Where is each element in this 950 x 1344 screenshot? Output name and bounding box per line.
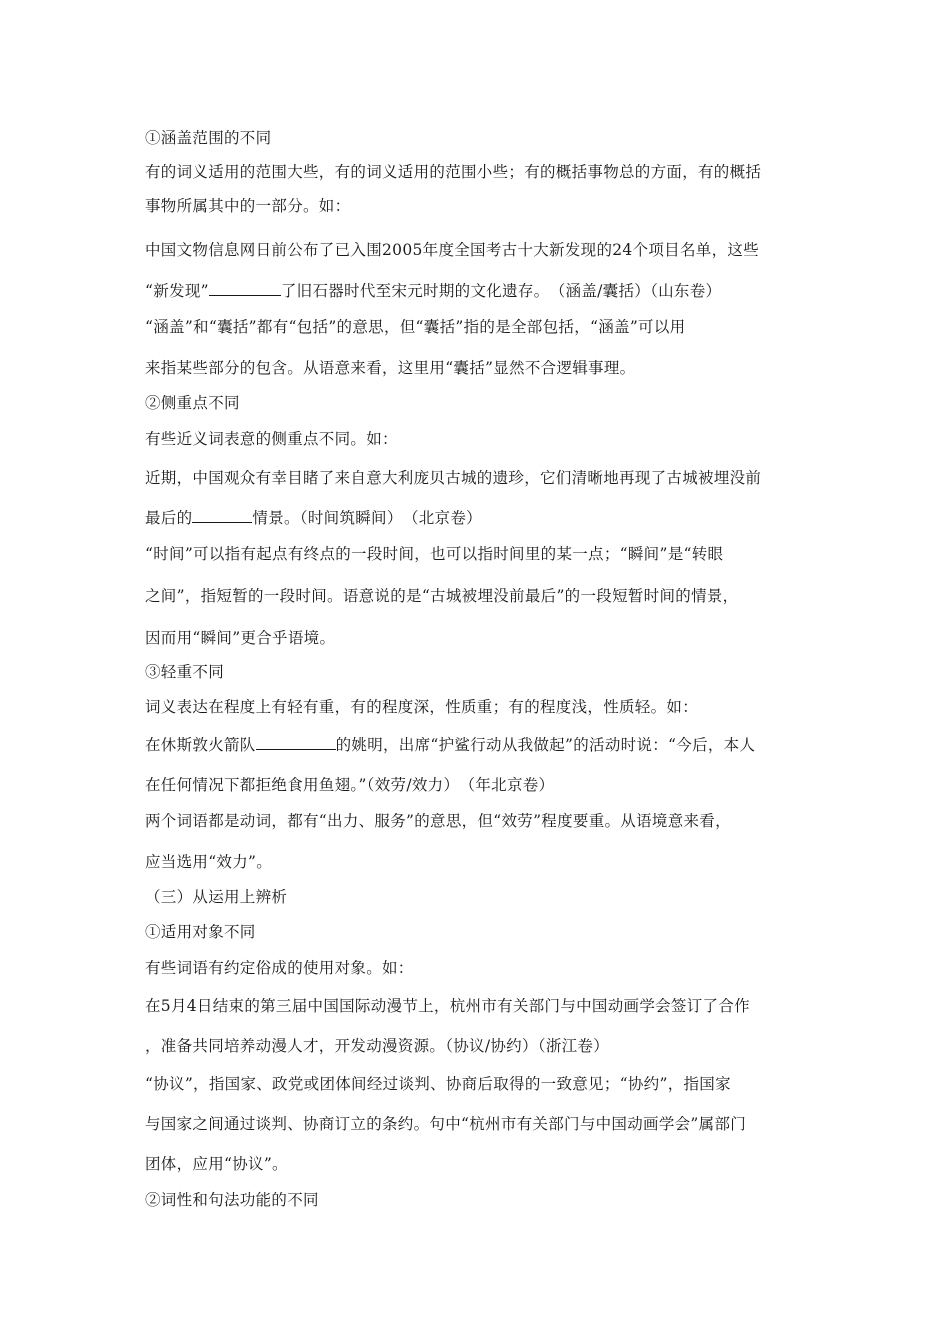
section-heading-usage: （三）从运用上辨析 (145, 888, 288, 906)
example-text: “新发现” (145, 282, 209, 300)
example-line (145, 735, 815, 755)
heading-emphasis-difference: ②侧重点不同 (145, 394, 240, 412)
example-line: 中国文物信息网日前公布了已入围2005年度全国考古十大新发现的24个项目名单，这些 (145, 241, 759, 259)
example-text: 在休斯敦火箭队 (145, 736, 256, 754)
heading-weight-difference: ③轻重不同 (145, 663, 225, 681)
heading-syntax-difference: ②词性和句法功能的不同 (145, 1191, 319, 1209)
explanation-line: 团体，应用“协议”。 (145, 1155, 288, 1173)
fill-blank (209, 281, 281, 296)
explanation-line: “协议”，指国家、政党或团体间经过谈判、协商后取得的一致意见；“协约”，指国家 (145, 1075, 731, 1093)
paragraph-line: 词义表达在程度上有轻有重，有的程度深，性质重；有的程度浅，性质轻。如： (145, 698, 699, 716)
explanation-line: 来指某些部分的包含。从语意来看，这里用“囊括”显然不合逻辑事理。 (145, 359, 636, 377)
explanation-line: “时间”可以指有起点有终点的一段时间，也可以指时间里的某一点；“瞬间”是“转眼 (145, 545, 724, 563)
example-line: 近期，中国观众有幸目睹了来自意大利庞贝古城的遗珍，它们清晰地再现了古城被埋没前 (145, 469, 762, 487)
fill-blank (192, 508, 252, 523)
explanation-line: 应当选用“效力”。 (145, 853, 273, 871)
explanation-line: 之间”，指短暂的一段时间。语意说的是“古城被埋没前最后”的一段短暂时间的情景， (145, 587, 739, 605)
example-text: 了旧石器时代至宋元时期的文化遗存。 （涵盖/囊括）（山东卷） (280, 282, 722, 300)
example-text: 最后的 (145, 509, 193, 527)
paragraph-line: 有些词语有约定俗成的使用对象。如： (145, 959, 414, 977)
paragraph-line: 有的词义适用的范围大些，有的词义适用的范围小些；有的概括事物总的方面，有的概括 (145, 163, 762, 181)
heading-scope-difference: ①涵盖范围的不同 (145, 129, 272, 147)
fill-blank (256, 735, 336, 750)
explanation-line: “涵盖”和“囊括”都有“包括”的意思，但“囊括”指的是全部包括，“涵盖”可以用 (145, 318, 686, 336)
example-line: ，准备共同培养动漫人才，开发动漫资源。（协议/协约）（浙江卷） (145, 1037, 610, 1055)
example-line: 在任何情况下都拒绝食用鱼翅。”（效劳/效力） （年北京卷） (145, 776, 555, 794)
explanation-line: 两个词语都是动词，都有“出力、服务”的意思，但“效劳”程度要重。从语境意来看， (145, 812, 731, 830)
paragraph-line: 有些近义词表意的侧重点不同。如： (145, 430, 398, 448)
example-text: 情景。（时间筑瞬间） （北京卷） (252, 509, 482, 527)
example-line (145, 508, 815, 528)
explanation-line: 与国家之间通过谈判、协商订立的条约。句中“杭州市有关部门与中国动画学会”属部门 (145, 1115, 747, 1133)
example-text: 的姚明，出席“护鲨行动从我做起”的活动时说：“今后，本人 (335, 736, 756, 754)
example-line: 在5月4日结束的第三届中国国际动漫节上，杭州市有关部门与中国动画学会签订了合作 (145, 997, 750, 1015)
paragraph-line: 事物所属其中的一部分。如： (145, 197, 351, 215)
explanation-line: 因而用“瞬间”更合乎语境。 (145, 629, 336, 647)
example-line (145, 281, 815, 301)
heading-object-difference: ①适用对象不同 (145, 923, 256, 941)
